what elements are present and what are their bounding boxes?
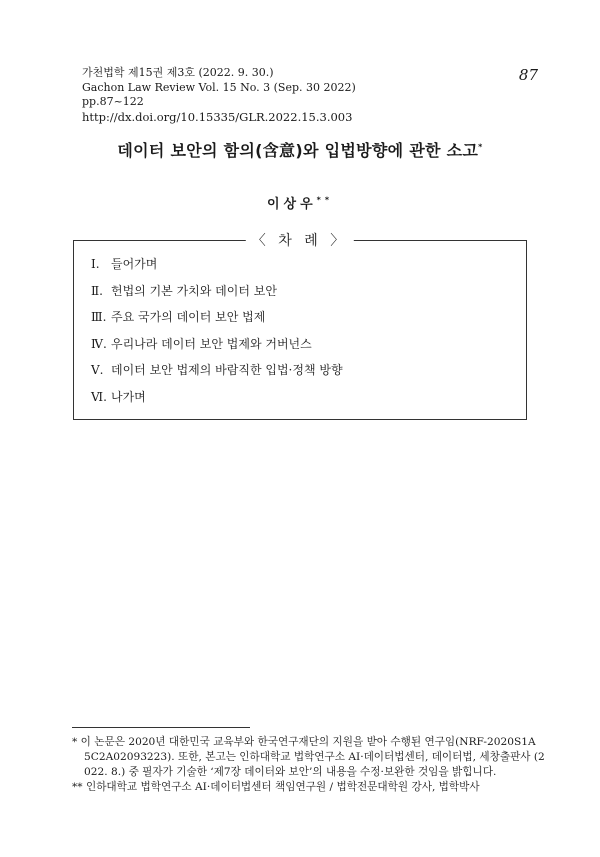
journal-header [82, 66, 356, 124]
title-footnote-mark: * [478, 142, 483, 152]
author-name: 이상우 [266, 197, 317, 212]
toc-item-number: Ⅲ. [91, 310, 107, 324]
toc-item-number: Ⅵ. [91, 389, 107, 404]
footnote-divider [72, 727, 250, 728]
author-footnote-mark: ** [316, 195, 334, 205]
toc-list [91, 254, 343, 413]
toc-item [91, 387, 343, 414]
toc-item-number: Ⅱ. [91, 283, 103, 298]
toc-item [91, 307, 343, 334]
toc-item [91, 281, 343, 308]
toc-item-label: 나가며 [111, 389, 146, 404]
toc-item-label: 들어가며 [111, 257, 158, 271]
doi-link[interactable]: http://dx.doi.org/10.15335/GLR.2022.15.3.003 [82, 109, 353, 124]
table-of-contents [73, 233, 527, 420]
toc-item-number: Ⅰ. [91, 257, 100, 271]
paper-title-text: 데이터 보안의 함의(含意)와 입법방향에 관한 소고 [117, 141, 479, 160]
toc-item [91, 360, 343, 387]
toc-item [91, 334, 343, 361]
journal-issue: 가천법학 제15권 제3호 (2022. 9. 30.) [82, 66, 274, 79]
page-range: pp.87~122 [82, 95, 144, 108]
footnote-1-line: 5C2A02093223). 또한, 본고는 인하대학교 법학연구소 AI·데이터법센터, 데이터법, 세창출판사 (2 [84, 751, 545, 763]
toc-heading: 〈 차 례 〉 [246, 230, 354, 250]
toc-item-label: 헌법의 기본 가치와 데이터 보안 [111, 283, 277, 298]
footnote-2: ** 인하대학교 법학연구소 AI·데이터법센터 책임연구원 / 법학전문대학원 강사, 법학박사 [72, 781, 480, 793]
toc-item-label: 데이터 보안 법제의 바람직한 입법·정책 방향 [111, 363, 343, 377]
toc-item-number: Ⅴ. [91, 363, 104, 377]
page-number: 87 [518, 66, 538, 84]
toc-item [91, 254, 343, 281]
toc-item-label: 우리나라 데이터 보안 법제와 거버넌스 [111, 336, 312, 351]
paper-title [0, 138, 600, 161]
journal-english: Gachon Law Review Vol. 15 No. 3 (Sep. 30 2022) [82, 80, 356, 94]
footnotes [72, 735, 545, 795]
author [0, 193, 600, 212]
toc-item-label: 주요 국가의 데이터 보안 법제 [111, 310, 266, 324]
footnote-1-line: * 이 논문은 2020년 대한민국 교육부와 한국연구재단의 지원을 받아 수행된 연구임(NRF-2020S1A [72, 736, 536, 748]
toc-item-number: Ⅳ. [91, 336, 107, 351]
footnote-1-line: 022. 8.) 중 필자가 기술한 ‘제7장 데이터와 보안’의 내용을 수정·보완한 것임을 밝힙니다. [84, 766, 497, 778]
